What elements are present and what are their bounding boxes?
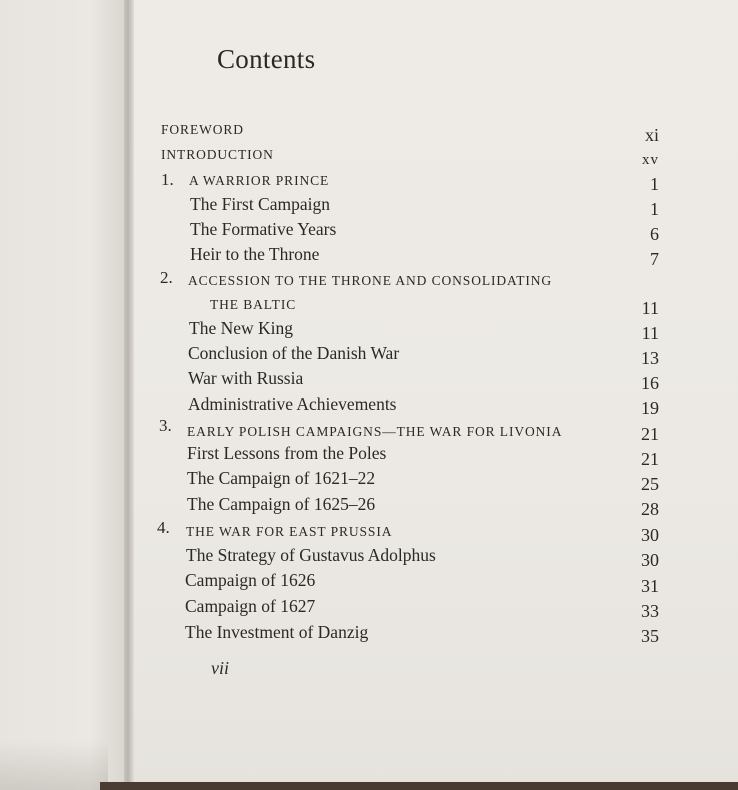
- section-title: The First Campaign: [190, 194, 330, 214]
- section-page: 1: [650, 199, 659, 219]
- chapter-page: 21: [641, 424, 659, 444]
- section-page: 16: [641, 373, 659, 393]
- section-page: 35: [641, 626, 659, 646]
- chapter-page: 11: [641, 298, 659, 318]
- section-page: 11: [641, 323, 659, 343]
- section-title: The Formative Years: [190, 219, 337, 239]
- section-title: The Strategy of Gustavus Adolphus: [186, 545, 436, 565]
- chapter-number: 4.: [157, 518, 170, 537]
- section-page: 33: [641, 601, 659, 621]
- page-title: Contents: [217, 44, 316, 74]
- chapter-number: 1.: [161, 170, 174, 189]
- section-page: 7: [650, 249, 659, 269]
- section-title: The New King: [189, 318, 294, 338]
- book-cover-edge: [100, 782, 738, 790]
- page-shadow: [0, 740, 108, 790]
- section-title: Heir to the Throne: [190, 244, 320, 264]
- book-gutter: [124, 0, 134, 790]
- section-title: Campaign of 1627: [185, 596, 316, 616]
- section-page: 31: [641, 576, 659, 596]
- chapter-title: THE WAR FOR EAST PRUSSIA: [186, 524, 393, 539]
- chapter-number: 2.: [160, 268, 173, 287]
- toc-page-introduction: xv: [642, 152, 659, 168]
- section-page: 25: [641, 474, 659, 494]
- chapter-page: 30: [641, 525, 659, 545]
- section-title: The Campaign of 1625–26: [187, 494, 376, 514]
- section-title: The Investment of Danzig: [185, 622, 369, 642]
- toc-entry-foreword: FOREWORD: [161, 122, 244, 137]
- chapter-title-continued: THE BALTIC: [210, 297, 297, 312]
- section-title: Campaign of 1626: [185, 570, 316, 590]
- section-title: Conclusion of the Danish War: [188, 343, 400, 363]
- section-page: 19: [641, 398, 659, 418]
- toc-page-foreword: xi: [644, 125, 659, 145]
- chapter-title: ACCESSION TO THE THRONE AND CONSOLIDATING: [188, 273, 553, 288]
- section-page: 13: [641, 348, 659, 368]
- section-page: 6: [650, 224, 659, 244]
- toc-entry-introduction: INTRODUCTION: [161, 147, 274, 162]
- section-title: Administrative Achievements: [188, 394, 397, 414]
- section-title: The Campaign of 1621–22: [187, 468, 376, 488]
- section-page: 28: [641, 499, 659, 519]
- chapter-page: 1: [650, 174, 659, 194]
- chapter-title: A WARRIOR PRINCE: [189, 173, 330, 188]
- section-title: War with Russia: [188, 368, 304, 388]
- facing-page-left: [0, 0, 128, 790]
- chapter-title: EARLY POLISH CAMPAIGNS—THE WAR FOR LIVONIA: [187, 424, 563, 439]
- page-folio: vii: [211, 658, 229, 678]
- section-page: 30: [641, 550, 659, 570]
- chapter-number: 3.: [159, 416, 172, 435]
- section-page: 21: [641, 449, 659, 469]
- section-title: First Lessons from the Poles: [187, 443, 387, 463]
